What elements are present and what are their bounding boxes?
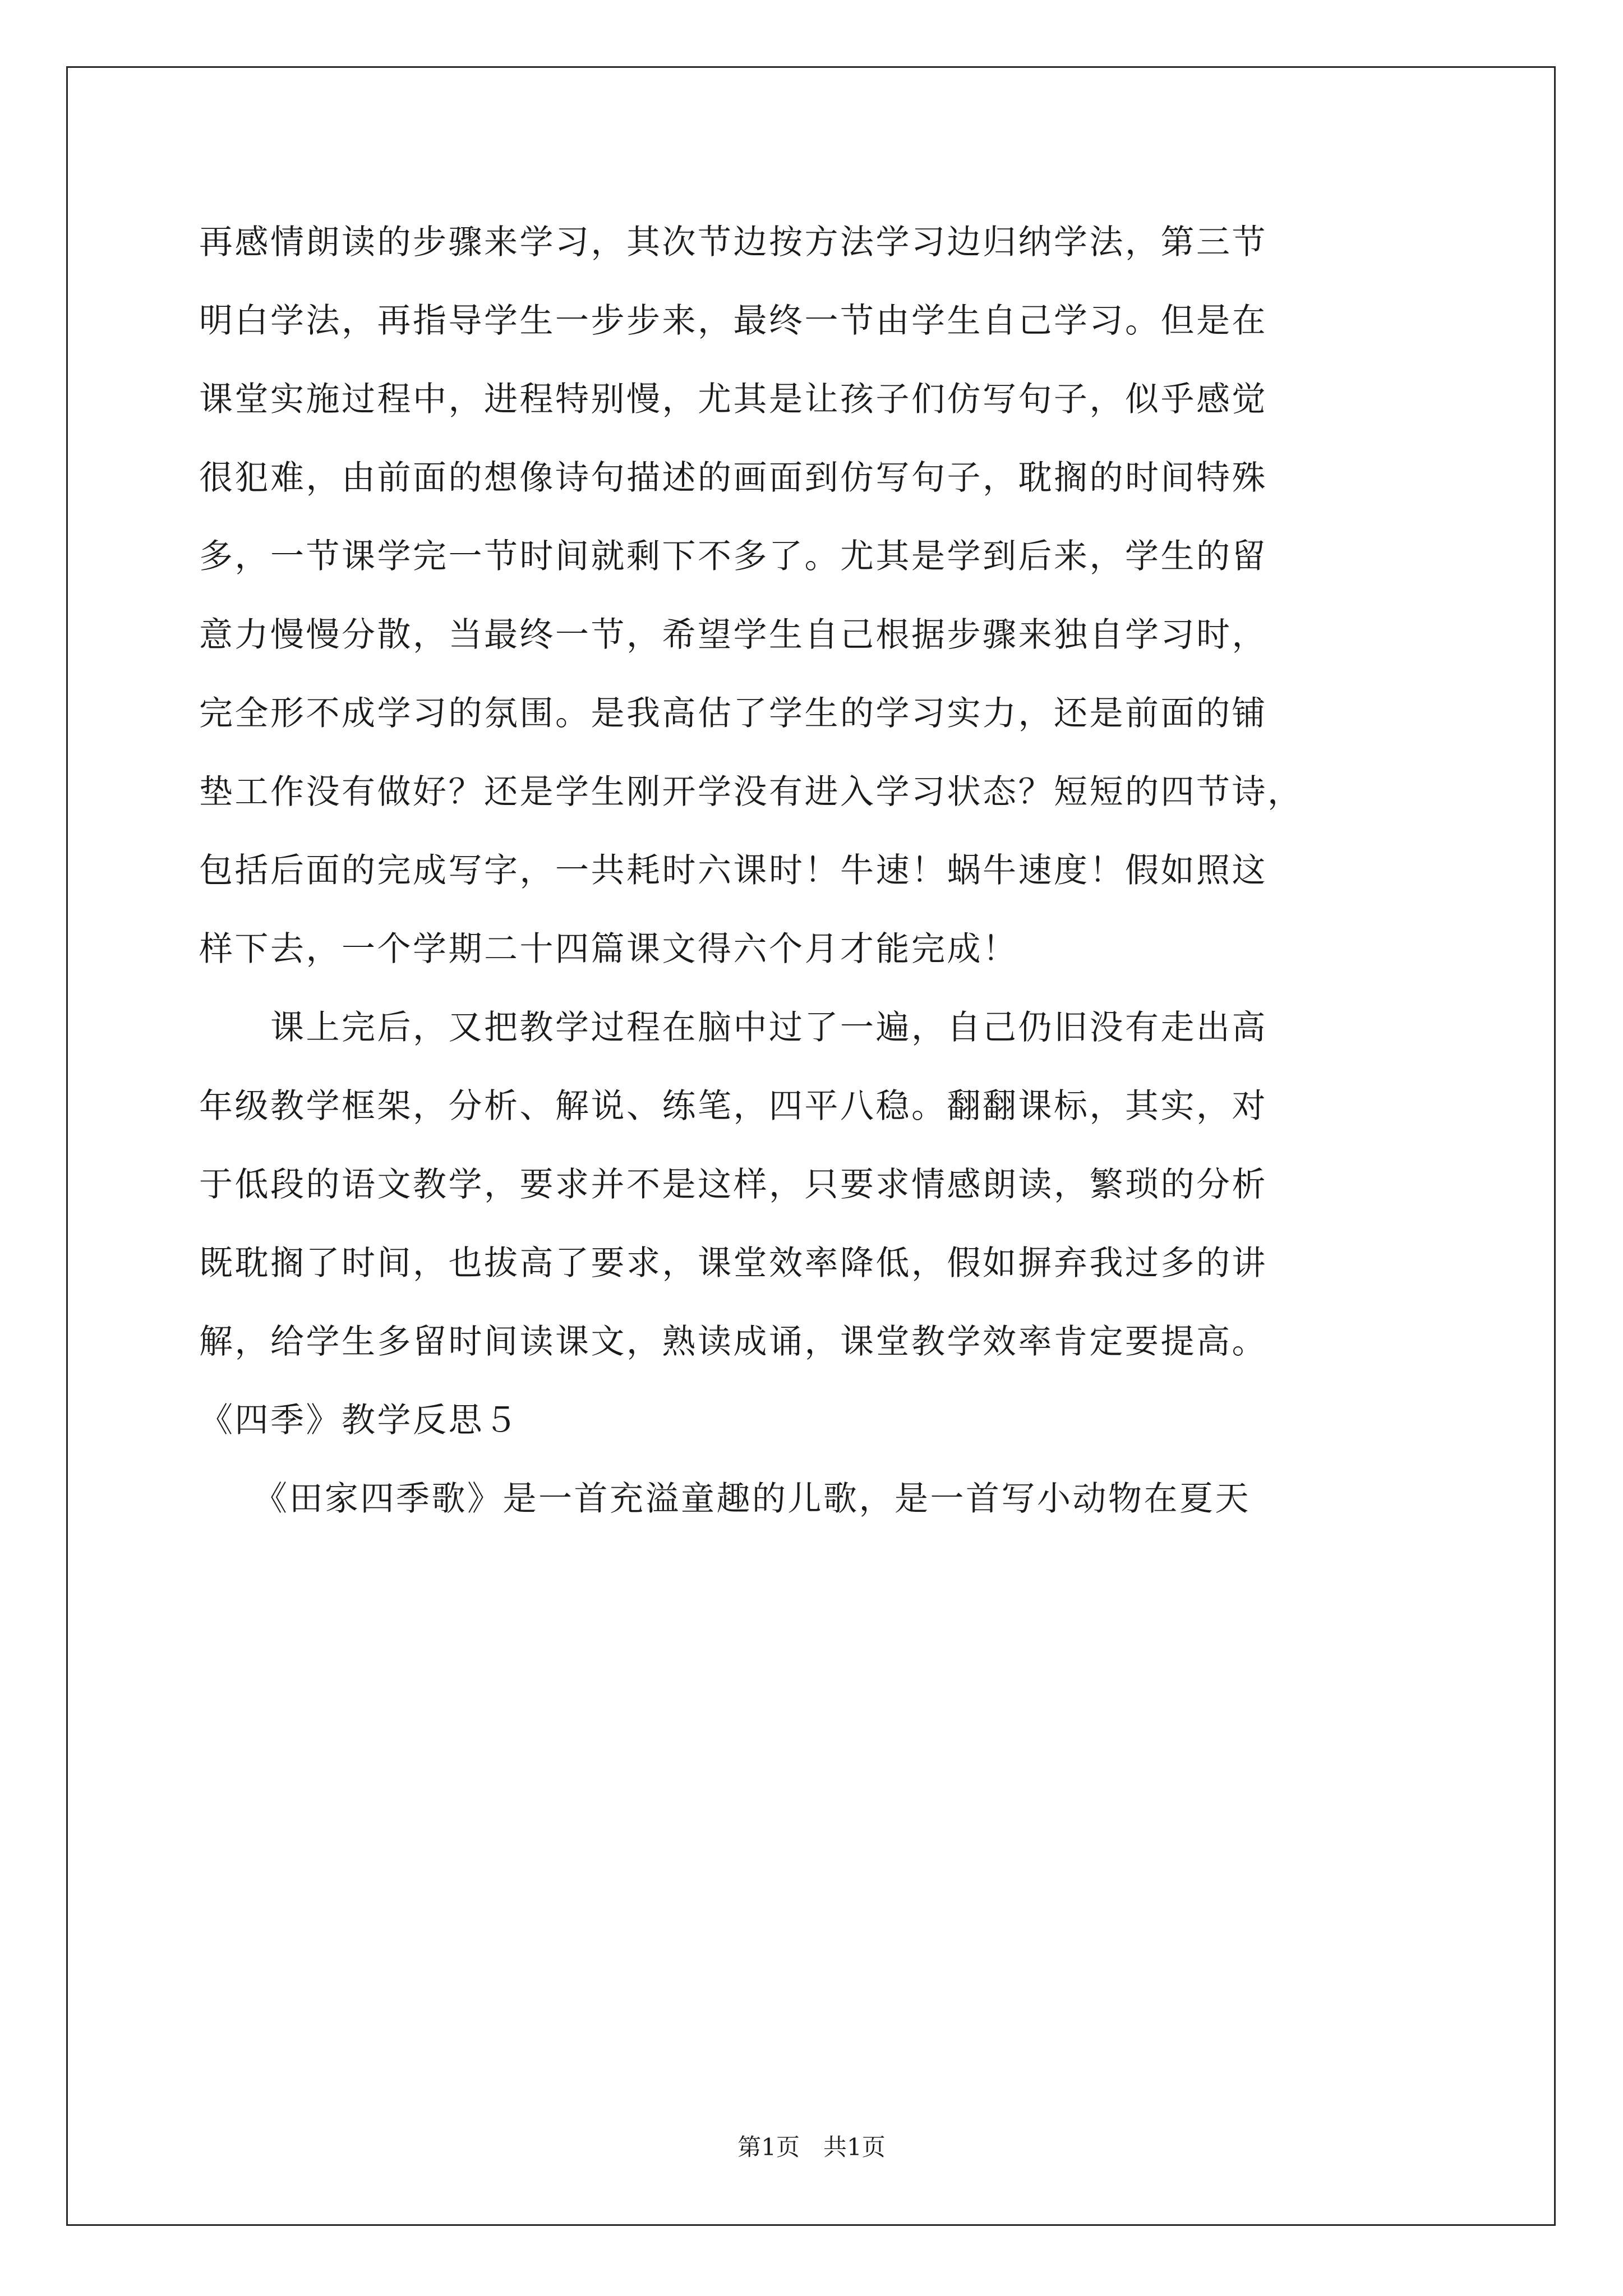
section-heading: 《四季》教学反思５ (199, 1401, 520, 1440)
body-line: 于低段的语文教学，要求并不是这样，只要求情感朗读，繁琐的分析 (199, 1165, 1267, 1204)
body-line: 垫工作没有做好？还是学生刚开学没有进入学习状态？短短的四节诗， (199, 772, 1303, 812)
body-line: 明白学法，再指导学生一步步来，最终一节由学生自己学习。但是在 (199, 301, 1267, 341)
page-footer: 第1页 共1页 (737, 2133, 886, 2161)
body-line: 《田家四季歌》是一首充溢童趣的儿歌，是一首写小动物在夏天 (199, 1479, 1251, 1519)
body-line: 完全形不成学习的氛围。是我高估了学生的学习实力，还是前面的铺 (199, 694, 1267, 733)
body-line: 课上完后，又把教学过程在脑中过了一遍，自己仍旧没有走出高 (199, 1008, 1267, 1047)
body-line: 年级教学框架，分析、解说、练笔，四平八稳。翻翻课标，其实，对 (199, 1087, 1267, 1126)
body-line: 多，一节课学完一节时间就剩下不多了。尤其是学到后来，学生的留 (199, 537, 1267, 576)
body-line: 包括后面的完成写字，一共耗时六课时！牛速！蜗牛速度！假如照这 (199, 851, 1267, 890)
body-line: 意力慢慢分散，当最终一节，希望学生自己根据步骤来独自学习时， (199, 615, 1267, 655)
body-line: 很犯难，由前面的想像诗句描述的画面到仿写句子，耽搁的时间特殊 (199, 458, 1267, 498)
body-line: 课堂实施过程中，进程特别慢，尤其是让孩子们仿写句子，似乎感觉 (199, 380, 1267, 419)
body-line: 样下去，一个学期二十四篇课文得六个月才能完成！ (199, 930, 1018, 969)
body-line: 解，给学生多留时间读课文，熟读成诵，课堂教学效率肯定要提高。 (199, 1322, 1267, 1361)
body-line: 再感情朗读的步骤来学习，其次节边按方法学习边归纳学法，第三节 (199, 223, 1267, 262)
body-line: 既耽搁了时间，也拔高了要求，课堂效率降低，假如摒弃我过多的讲 (199, 1244, 1267, 1283)
